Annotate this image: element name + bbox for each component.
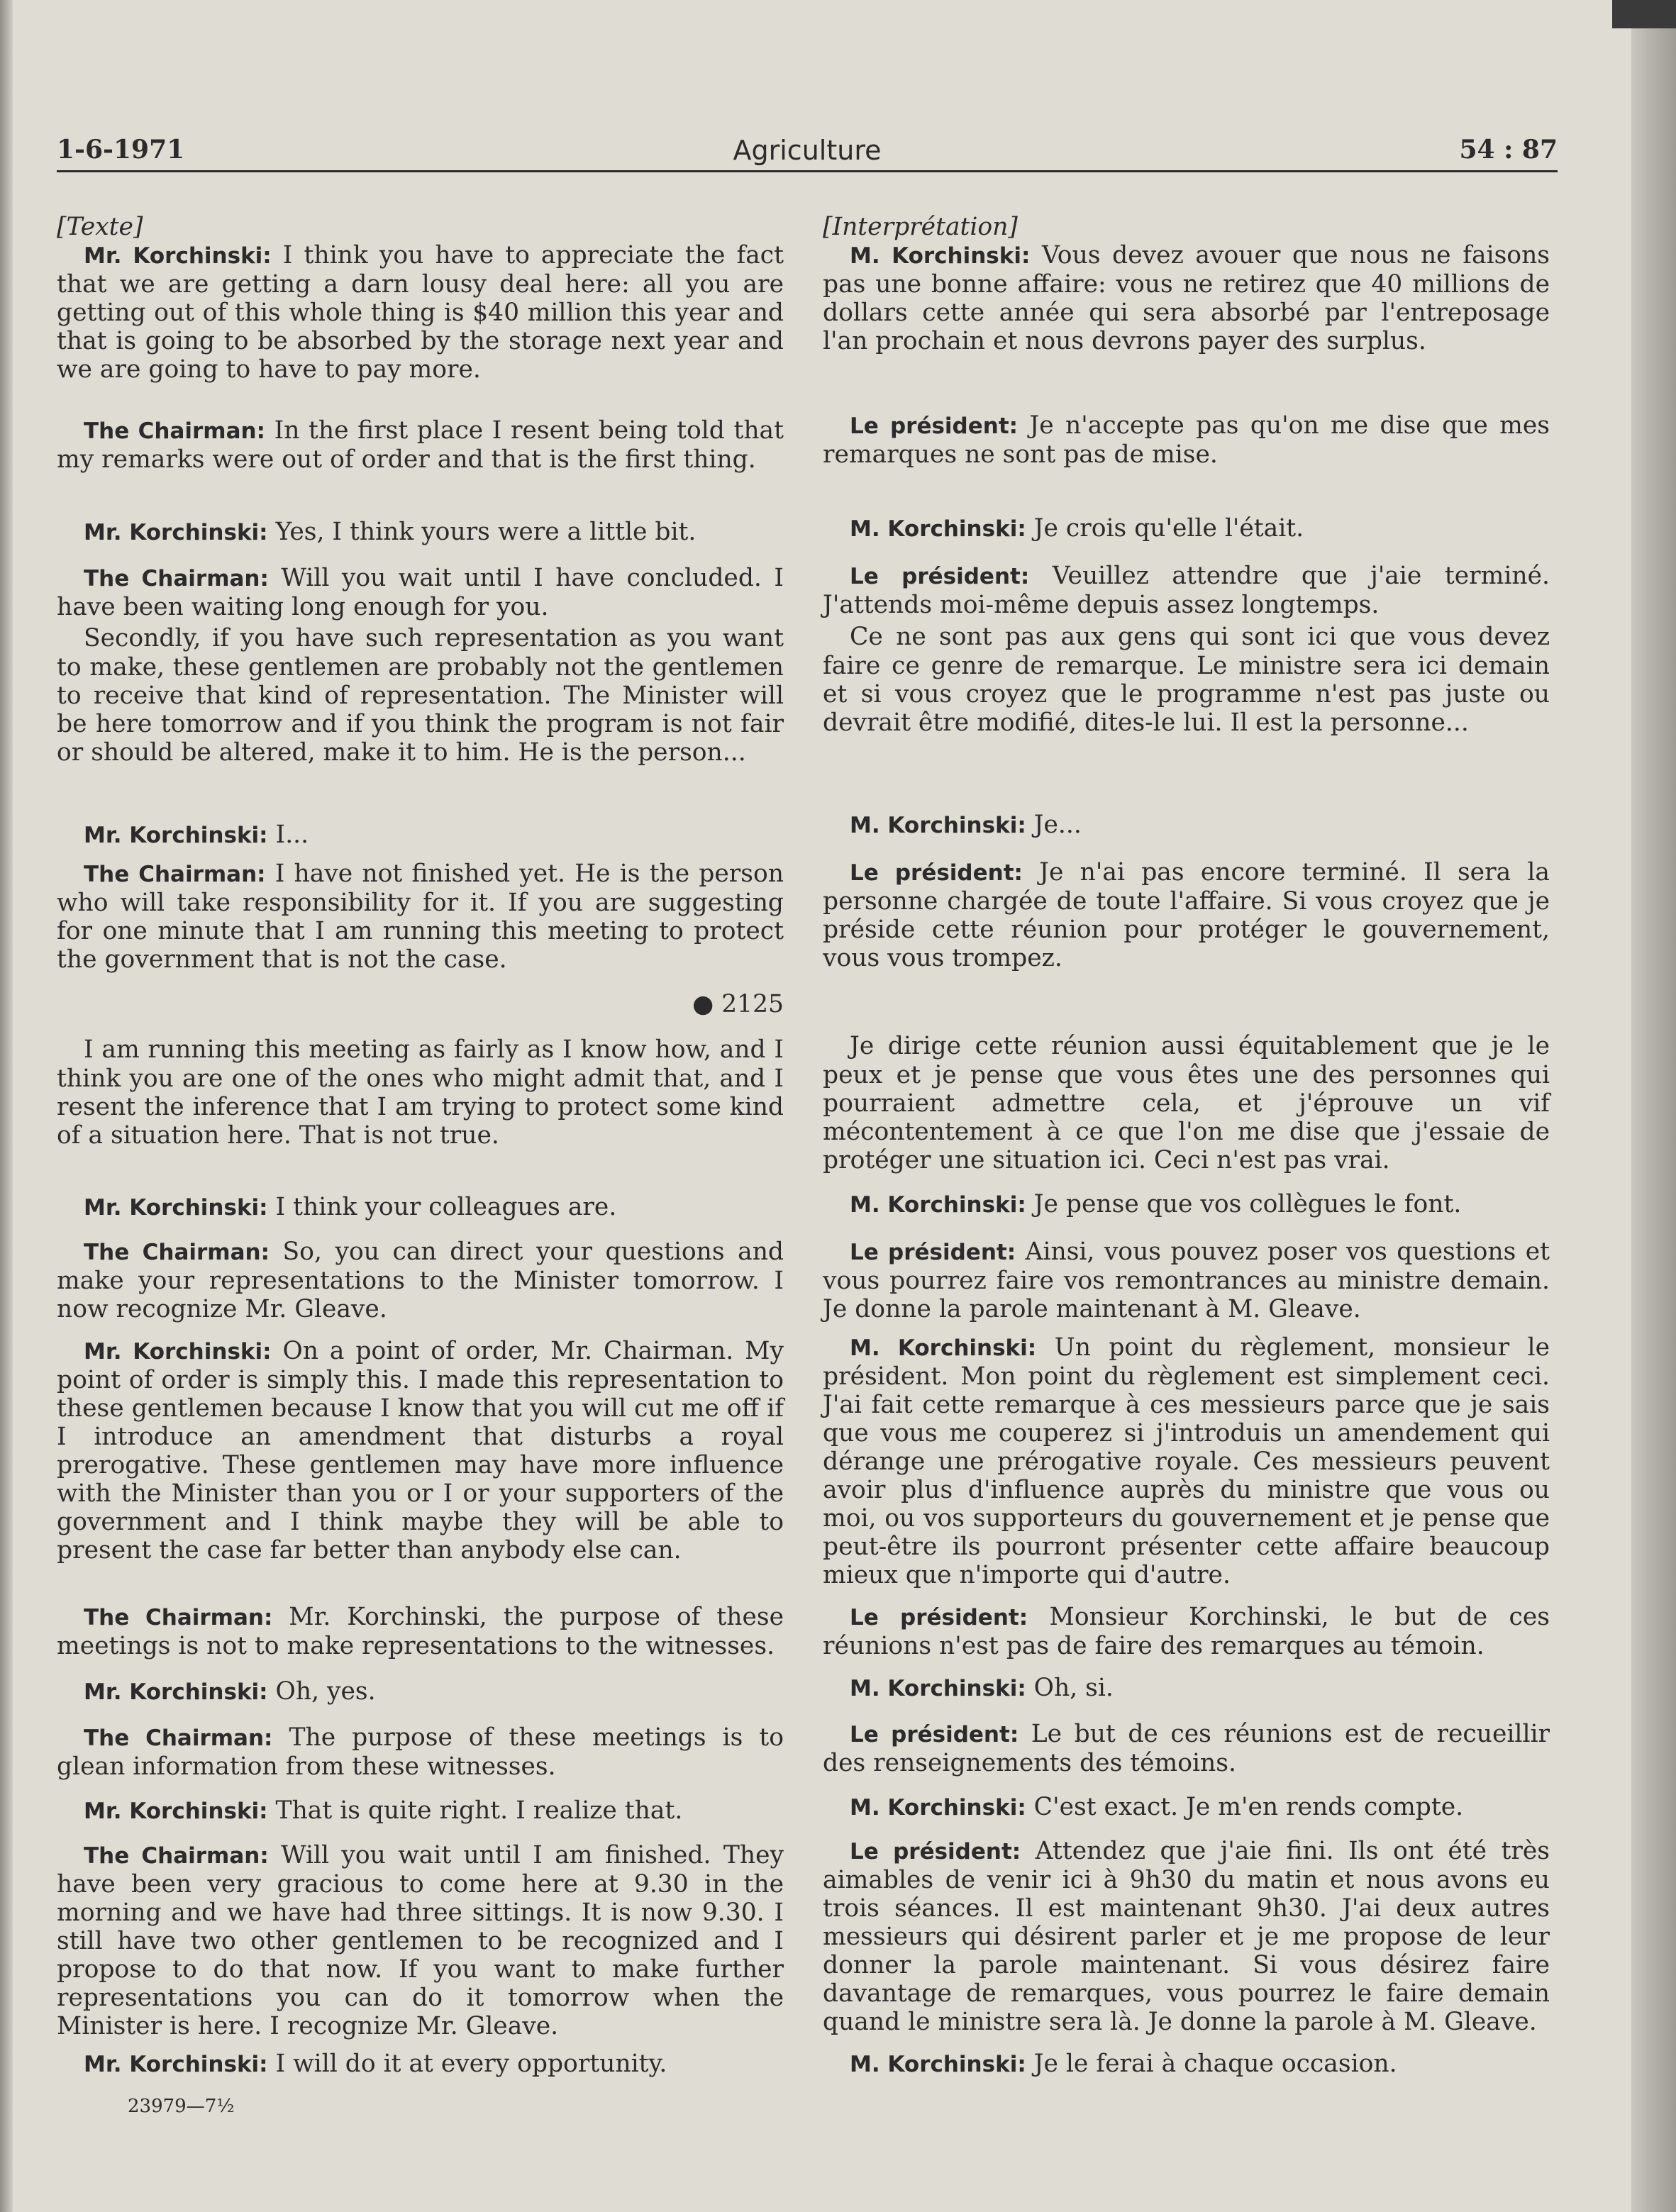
speech: C'est exact. Je m'en rends compte. — [1026, 1793, 1464, 1821]
speech: Je le ferai à chaque occasion. — [1026, 2050, 1397, 2078]
speech: I think your colleagues are. — [267, 1193, 617, 1221]
paragraph — [57, 564, 784, 621]
column-label: [Interprétation] — [823, 213, 1018, 241]
speech: I think you have to appreciate the fact that we are getting a darn lousy deal here: all you are getting out of this whole thing is $40 million this year and that is going to be absorbed by the storage next year and we are going to have to pay more. — [57, 241, 784, 384]
speaker: Mr. Korchinski: — [84, 1799, 268, 1824]
speech: Secondly, if you have such representation as you want to make, these gentlemen are probably not the gentlemen to receive that kind of representation. The Minister will be here tomorrow and if you think the program is not fair or should be altered, make it to him. He is the person... — [57, 624, 784, 767]
speech: Vous devez avouer que nous ne faisons pas une bonne affaire: vous ne retirez que 40 millions de dollars cette année qui sera absorbé par l'entreposage l'an prochain et nous devrons payer des surplus. — [823, 241, 1550, 355]
speaker: Mr. Korchinski: — [84, 1679, 268, 1705]
speaker: The Chairman: — [84, 1843, 269, 1869]
speaker: The Chairman: — [84, 566, 269, 591]
speech: Je n'accepte pas qu'on me dise que mes remarques ne sont pas de mise. — [823, 411, 1550, 469]
paragraph — [823, 562, 1550, 619]
speaker: M. Korchinski: — [850, 243, 1031, 269]
speech: That is quite right. I realize that. — [267, 1796, 683, 1825]
paragraph — [57, 1193, 784, 1222]
speech: Je pense que vos collègues le font. — [1026, 1190, 1462, 1218]
speaker: M. Korchinski: — [850, 2052, 1026, 2077]
speech: On a point of order, Mr. Chairman. My point of order is simply this. I made this representation to these gentlemen because I know that you will cut me off if I introduce an amendment that disturbs a royal prerogative. These gentlemen may have more influence with the Minister than you or I or your supporters of the government and I think maybe they will be able to present the case far better than anybody else can. — [57, 1337, 784, 1564]
speech: Je... — [1026, 811, 1082, 839]
paragraph — [57, 1337, 784, 1564]
paragraph — [823, 2050, 1550, 2079]
speech: Oh, si. — [1026, 1674, 1114, 1702]
paragraph — [57, 241, 784, 384]
paragraph — [57, 1677, 784, 1706]
speech: Le but de ces réunions est de recueillir des renseignements des témoins. — [823, 1720, 1550, 1777]
speech: Yes, I think yours were a little bit. — [267, 518, 697, 546]
header-rule — [57, 170, 1558, 172]
speech: I am running this meeting as fairly as I know how, and I think you are one of the ones who might admit that, and I resent the inference that I am trying to protect some kind of a situation here. That is not true. — [57, 1035, 784, 1150]
speech: Mr. Korchinski, the purpose of these meetings is not to make representations to the witnesses. — [57, 1603, 784, 1660]
page-edge — [1631, 0, 1676, 2212]
speaker: M. Korchinski: — [850, 1795, 1026, 1821]
speaker: The Chairman: — [84, 418, 265, 444]
speaker: Mr. Korchinski: — [84, 1195, 268, 1221]
paragraph — [823, 623, 1550, 737]
speech: Un point du règlement, monsieur le président. Mon point du règlement est simplement ceci. J'ai fait cette remarque à ces messieurs parce que je sais que vous me couperez si j'introduis un amendement qui dérange une prérogative royale. Ces messieurs peuvent avoir plus d'influence auprès du ministre que vous ou moi, ou vos supporteurs du gouvernement et je pense que peut-être ils pourront présenter cette affaire beaucoup mieux que n'importe qui d'autre. — [823, 1333, 1550, 1589]
paragraph — [57, 624, 784, 767]
speech: I... — [267, 821, 309, 849]
speaker: Le président: — [850, 564, 1030, 589]
paragraph — [57, 2050, 784, 2079]
speech: Will you wait until I am finished. They have been very gracious to come here at 9.30 in the morning and we have had three sittings. It is now 9.30. I still have two other gentlemen to be recognized and I propose to do that now. If you want to make further representations you can do it tomorrow when the Minister is here. I recognize Mr. Gleave. — [57, 1841, 784, 2040]
time-marker: ● 2125 — [692, 990, 784, 1018]
paragraph — [823, 1793, 1550, 1822]
speech: I will do it at every opportunity. — [267, 2050, 667, 2078]
paragraph — [823, 811, 1550, 840]
paragraph — [823, 1837, 1550, 2036]
speaker: The Chairman: — [84, 862, 266, 887]
speaker: Mr. Korchinski: — [84, 1339, 272, 1365]
speaker: Le président: — [850, 860, 1023, 886]
speech: Ainsi, vous pouvez poser vos questions et vous pourrez faire vos remontrances au ministre demain. Je donne la parole maintenant à M. Gleave. — [823, 1238, 1550, 1323]
speaker: M. Korchinski: — [850, 1335, 1037, 1361]
footer-code: 23979—7½ — [128, 2096, 235, 2117]
column-label: [Texte] — [57, 213, 143, 241]
paragraph — [823, 1333, 1550, 1589]
paragraph — [823, 1674, 1550, 1703]
speech: Will you wait until I have concluded. I have been waiting long enough for you. — [57, 564, 784, 621]
speech: Je crois qu'elle l'était. — [1026, 514, 1304, 543]
speech: Je n'ai pas encore terminé. Il sera la personne chargée de toute l'affaire. Si vous croyez que je préside cette réunion pour protéger le gouvernement, vous vous trompez. — [823, 858, 1550, 972]
paragraph — [57, 1238, 784, 1323]
page-header — [57, 135, 1558, 170]
speaker: Mr. Korchinski: — [84, 520, 268, 545]
speech: Monsieur Korchinski, le but de ces réunions n'est pas de faire des remarques au témoin. — [823, 1603, 1550, 1660]
paragraph — [823, 858, 1550, 972]
speech: Veuillez attendre que j'aie terminé. J'attends moi-même depuis assez longtemps. — [823, 562, 1550, 619]
speech: Ce ne sont pas aux gens qui sont ici que vous devez faire ce genre de remarque. Le ministre sera ici demain et si vous croyez que le programme n'est pas juste ou devrait être modifié, dites-le lui. Il est la personne... — [823, 623, 1550, 737]
speaker: Mr. Korchinski: — [84, 823, 268, 848]
speech: Je dirige cette réunion aussi équitablement que je le peux et je pense que vous êtes une des personnes qui pourraient admettre cela, et j'éprouve un vif mécontentement à ce que l'on me dise que j'essaie de protéger une situation ici. Ceci n'est pas vrai. — [823, 1032, 1550, 1174]
speech: So, you can direct your questions and make your representations to the Minister tomorrow. I now recognize Mr. Gleave. — [57, 1238, 784, 1323]
paragraph — [823, 411, 1550, 469]
paragraph — [57, 416, 784, 474]
header-date: 1-6-1971 — [57, 135, 185, 165]
paragraph — [823, 514, 1550, 543]
binding-shadow — [0, 0, 13, 2212]
speaker: M. Korchinski: — [850, 1192, 1026, 1218]
speaker: Le président: — [850, 1839, 1021, 1864]
paragraph — [57, 1603, 784, 1660]
paragraph — [57, 1035, 784, 1150]
paragraph — [57, 821, 784, 850]
paragraph — [57, 1723, 784, 1781]
speaker: Le président: — [850, 413, 1019, 439]
speaker: Mr. Korchinski: — [84, 2052, 268, 2077]
paragraph — [57, 1841, 784, 2040]
speaker: Le président: — [850, 1240, 1016, 1265]
paragraph — [57, 1796, 784, 1825]
speech: In the first place I resent being told that my remarks were out of order and that is the first thing. — [57, 416, 784, 474]
speaker: Le président: — [850, 1605, 1028, 1630]
speech: The purpose of these meetings is to glean information from these witnesses. — [57, 1723, 784, 1781]
paragraph — [823, 241, 1550, 355]
paragraph — [823, 1603, 1550, 1660]
speaker: The Chairman: — [84, 1240, 270, 1265]
speaker: Le président: — [850, 1722, 1019, 1747]
speech: I have not finished yet. He is the person who will take responsibility for it. If you are suggesting for one minute that I am running this meeting to protect the government that is not the case. — [57, 860, 784, 974]
paragraph — [823, 1032, 1550, 1174]
header-title: Agriculture — [733, 135, 882, 166]
speech: Oh, yes. — [267, 1677, 376, 1706]
speaker: The Chairman: — [84, 1605, 273, 1630]
speech: Attendez que j'aie fini. Ils ont été très aimables de venir ici à 9h30 du matin et nous avons eu trois séances. Il est maintenant 9h30. J'ai deux autres messieurs qui désirent parler et je me propose de leur donner la parole maintenant. Si vous désirez faire davantage de remarques, vous pourrez le faire demain quand le ministre sera là. Je donne la parole à M. Gleave. — [823, 1837, 1550, 2036]
paragraph — [823, 1238, 1550, 1323]
speaker: M. Korchinski: — [850, 516, 1026, 542]
speaker: M. Korchinski: — [850, 813, 1026, 838]
page-edge-corner — [1612, 0, 1676, 28]
speaker: The Chairman: — [84, 1725, 273, 1751]
header-page-number: 54 : 87 — [1459, 135, 1558, 165]
speaker: M. Korchinski: — [850, 1676, 1026, 1701]
speaker: Mr. Korchinski: — [84, 243, 272, 269]
paragraph — [57, 860, 784, 974]
paragraph — [823, 1720, 1550, 1777]
paragraph — [57, 518, 784, 547]
paragraph — [823, 1190, 1550, 1219]
